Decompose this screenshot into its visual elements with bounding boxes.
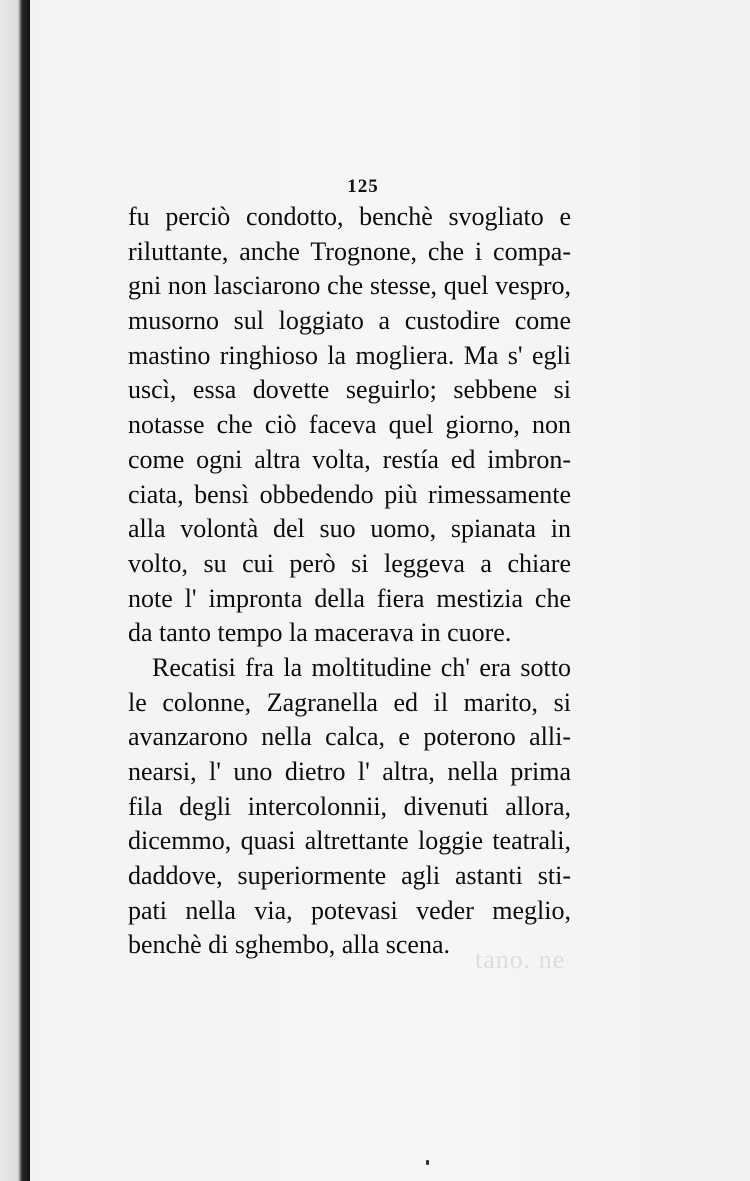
- text-line: le colonne, Zagranella ed il marito, si: [128, 687, 571, 717]
- paragraph-start-line: Recatisi fra la moltitudine ch' era sotto: [152, 652, 571, 682]
- bleed-through-text: tano. ne: [475, 945, 566, 974]
- text-line: fu perciò condotto, benchè svogliato e: [128, 202, 571, 231]
- text-line: alla volontà del suo uomo, spianata in: [128, 514, 571, 544]
- text-line: uscì, essa dovette seguirlo; sebbene si: [128, 375, 571, 405]
- text-line: nearsi, l' uno dietro l' altra, nella prima: [128, 757, 571, 786]
- text-line: mastino ringhioso la mogliera. Ma s' egli: [128, 340, 571, 370]
- body-text: [128, 200, 571, 963]
- text-line: daddove, superiormente agli astanti sti-: [128, 861, 571, 891]
- text-line: fila degli intercolonnii, divenuti allora,: [128, 791, 571, 821]
- text-line: ciata, bensì obbedendo più rimessamente: [128, 479, 571, 509]
- text-line: gni non lasciarono che stesse, quel vespro,: [128, 271, 571, 301]
- paragraph-end-line: da tanto tempo la macerava in cuore.: [128, 618, 512, 648]
- text-line: come ogni altra volta, restía ed imbron-: [128, 444, 571, 474]
- text-line: volto, su cui però si leggeva a chiare: [128, 548, 571, 578]
- text-line: musorno sul loggiato a custodire come: [128, 306, 571, 336]
- page-number: 125: [347, 176, 379, 197]
- binding-edge: [0, 0, 30, 1181]
- print-speck: [426, 1160, 429, 1165]
- text-line: avanzarono nella calca, e poterono alli-: [128, 722, 571, 752]
- text-line: dicemmo, quasi altrettante loggie teatrali,: [128, 826, 571, 856]
- text-line: riluttante, anche Trognone, che i compa-: [128, 236, 571, 266]
- text-line: pati nella via, potevasi veder meglio,: [128, 895, 571, 925]
- paragraph-end-line: benchè di sghembo, alla scena.: [128, 930, 450, 960]
- text-line: note l' impronta della fiera mestizia che: [128, 583, 571, 613]
- text-line: notasse che ciò faceva quel giorno, non: [128, 410, 571, 440]
